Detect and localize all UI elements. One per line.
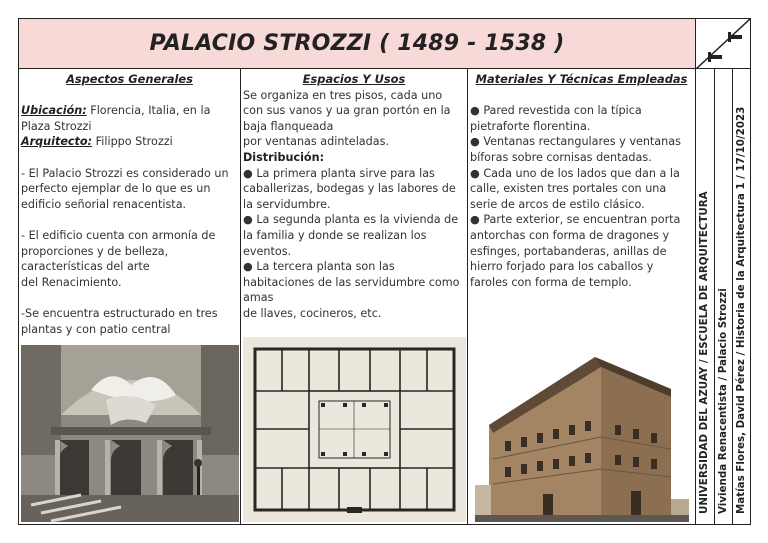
page-title: PALACIO STROZZI ( 1489 - 1538 ): [149, 31, 565, 56]
location-text: Florencia, Italia, en la Plaza Strozzi: [21, 104, 211, 133]
floor-3-bullet-end: de llaves, cocineros, etc.: [243, 306, 382, 320]
architect-label: Arquitecto:: [21, 135, 93, 149]
authors-strip: [733, 69, 750, 524]
topic-strip: [715, 69, 733, 524]
heading-spaces-uses: Espacios Y Usos: [302, 72, 406, 86]
sheet-number-box: [696, 19, 750, 69]
document-sheet: [18, 18, 751, 525]
material-bullet-1: ● Pared revestida con la típica pietraforte florentina.: [470, 104, 642, 133]
heading-general-aspects: Aspectos Generales: [66, 72, 193, 86]
paragraph-2: - El edificio cuenta con armonía de proporciones y de belleza, características del arte: [21, 228, 216, 274]
location-line: [21, 103, 238, 134]
floor-1-bullet: ● La primera planta sirve para las caballerizas, bodegas y las labores de la servidumbre.: [243, 166, 456, 211]
institution-text: UNIVERSIDAD DEL AZUAY / ESCUELA DE ARQUITECTURA: [698, 191, 710, 514]
paragraph-2-end: del Renacimiento.: [21, 275, 122, 289]
material-bullet-2: ● Ventanas rectangulares y ventanas bíforas sobre cornisas dentadas.: [470, 135, 681, 164]
topic-text: Vivienda Renacentista / Palacio Strozzi: [716, 288, 729, 514]
spaces-intro: Se organiza en tres pisos, cada uno con sus vanos y ua gran portón en la baja flanqueada: [243, 88, 451, 133]
spaces-intro-2: por ventanas adinteladas.: [243, 135, 390, 149]
floor-2-bullet: ● La segunda planta es la vivienda de la familia y donde se realizan los eventos.: [243, 213, 459, 258]
architect-text: Filippo Strozzi: [92, 135, 173, 149]
paragraph-3: -Se encuentra estructurado en tres plantas y con patio central: [21, 306, 218, 336]
location-label: Ubicación:: [21, 104, 87, 118]
authors-text: Matías Flores, David Pérez / Historia de la Arquitectura 1 / 17/10/2023: [734, 106, 747, 514]
facade-photo: [475, 349, 689, 522]
title-bar: [19, 19, 695, 69]
material-bullet-4: ● Parte exterior, se encuentran porta antorchas con forma de dragones y esfinges, portabanderas, anillas de hierro forjado para los caballos y faroles con forma de templo.: [470, 213, 681, 289]
material-bullet-3: ● Cada uno de los lados que dan a la calle, existen tres portales con una serie de arcos de estilo clásico.: [470, 166, 680, 211]
institution-strip: [696, 69, 715, 524]
side-band: [695, 19, 750, 524]
courtyard-photo: [21, 345, 239, 522]
paragraph-1: - El Palacio Strozzi es considerado un perfecto ejemplar de lo que es un edificio señorial renacentista.: [21, 166, 229, 211]
architect-line: [21, 134, 238, 150]
floor-3-bullet: ● La tercera planta son las habitaciones de las servidumbre como amas: [243, 260, 460, 305]
floor-plan-drawing: [243, 337, 466, 522]
sheet-number-graphic: [696, 19, 750, 69]
distribution-label: Distribución:: [243, 150, 325, 164]
heading-materials: Materiales Y Técnicas Empleadas: [475, 72, 688, 86]
